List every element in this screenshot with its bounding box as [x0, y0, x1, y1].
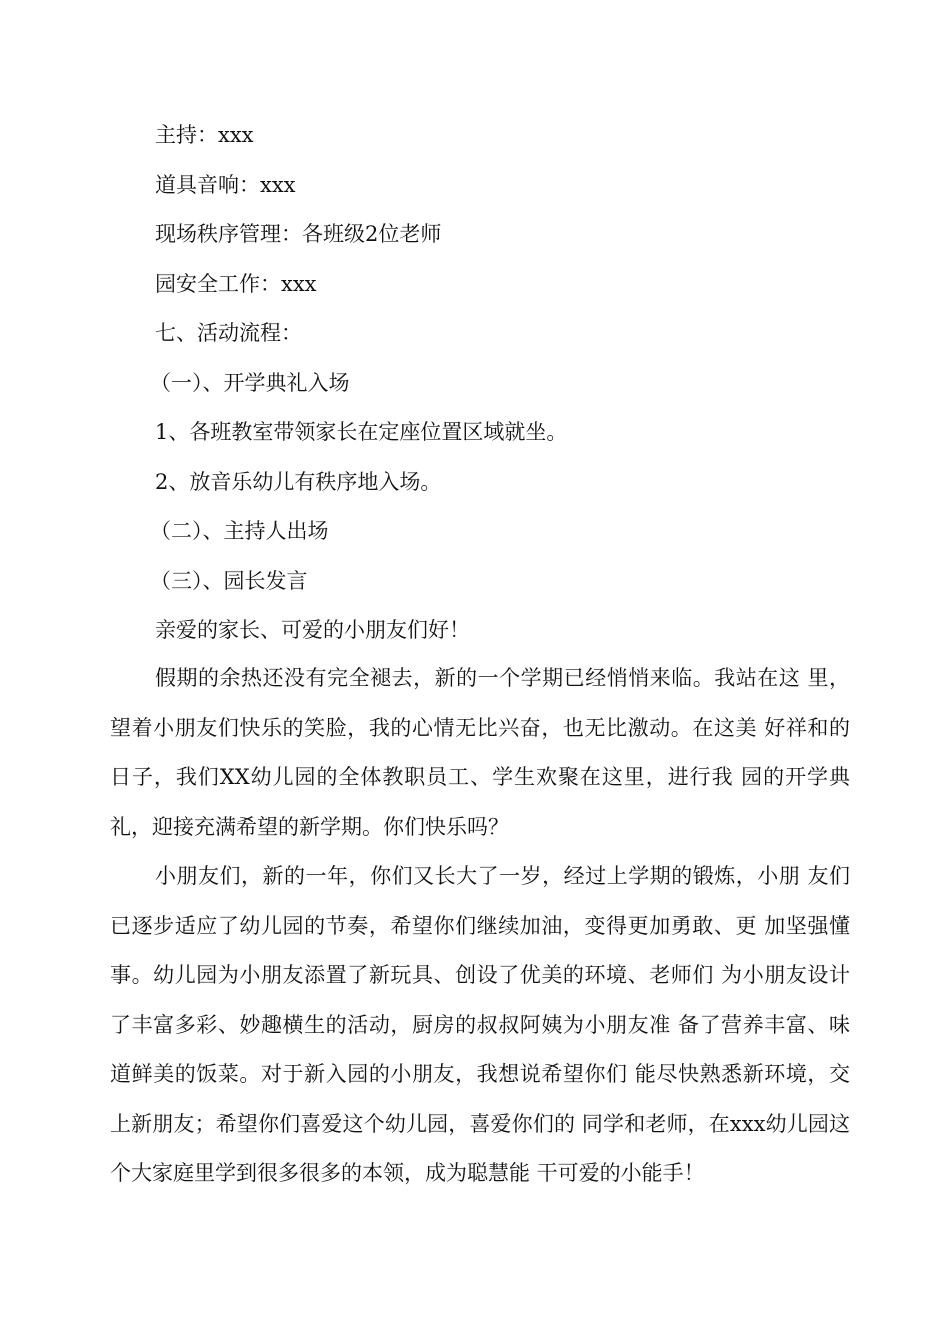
list-item-1: 1、各班教室带领家长在定座位置区域就坐。 [155, 420, 568, 444]
speech-paragraph-1: 假期的余热还没有完全褪去，新的一个学期已经悄悄来临。我站在这 里，望着小朋友们快乐的笑脸，我的心情无比兴奋，也无比激动。在这美 好祥和的日子，我们XX幼儿园的全体教职员工、学生欢聚在这里，进行我 园的开学典礼，迎接充满希望的新学期。你们快乐吗？ [110, 666, 850, 839]
subheading-host-entrance: （二）、主持人出场 [150, 519, 329, 543]
safety-line: 园安全工作：xxx [155, 272, 317, 296]
list-item-2: 2、放音乐幼儿有秩序地入场。 [155, 470, 442, 494]
section-heading-process: 七、活动流程： [155, 321, 302, 345]
subheading-entrance: （一）、开学典礼入场 [150, 371, 350, 395]
greeting-line: 亲爱的家长、可爱的小朋友们好！ [155, 618, 470, 642]
subheading-principal-speech: （三）、园长发言 [150, 569, 308, 593]
speech-paragraph-2: 小朋友们，新的一年，你们又长大了一岁，经过上学期的锻炼，小朋 友们已逐步适应了幼儿园的节奏，希望你们继续加油，变得更加勇敢、更 加坚强懂事。幼儿园为小朋友添置了新玩具、创设了优美的环境、老师们 为小朋友设计了丰富多彩、妙趣横生的活动，厨房的叔叔阿姨为小朋友准 备了营养丰富、味道鲜美的饭菜。对于新入园的小朋友，我想说希望你们 能尽快熟悉新环境，交上新朋友；希望你们喜爱这个幼儿园，喜爱你们的 同学和老师，在xxx幼儿园这个大家庭里学到很多很多的本领，成为聪慧能 干可爱的小能手！ [110, 864, 850, 1185]
order-management-line: 现场秩序管理：各班级2位老师 [155, 222, 442, 246]
props-sound-line: 道具音响：xxx [155, 173, 296, 197]
host-line: 主持：xxx [155, 123, 254, 147]
